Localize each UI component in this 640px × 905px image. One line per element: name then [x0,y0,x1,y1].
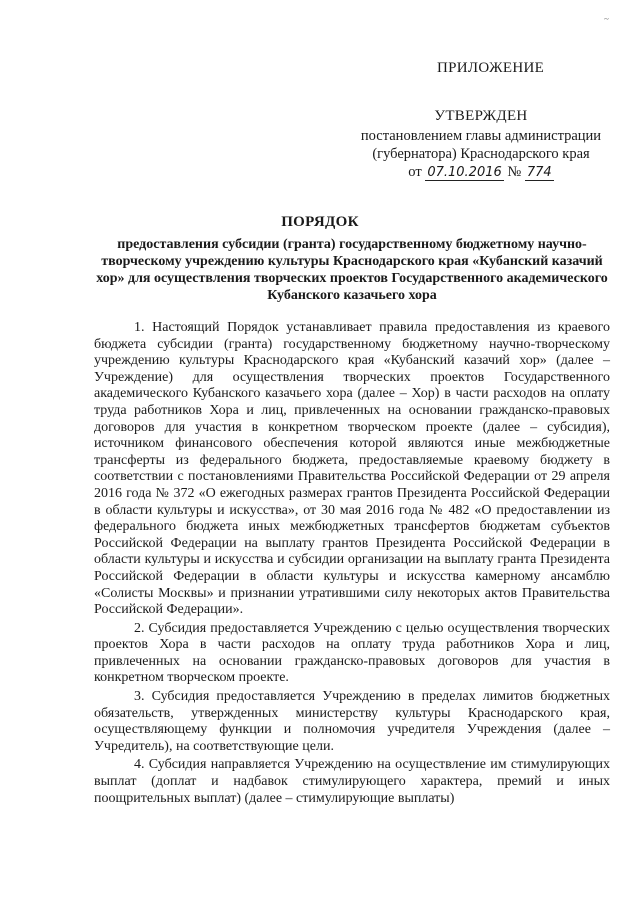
approved-line-1: постановлением главы администрации [360,128,602,144]
number-value: 774 [526,165,552,180]
approval-date-number [356,163,606,181]
document-body [94,320,610,809]
paragraph-3: 3. Субсидия предоставляется Учреждению в пределах лимитов бюджетных обязательств, утвержденных министерству культуры Краснодарского края, осуществляющему функции и полномочия учредителя Учреждения (далее – Учредитель), на соответствующие цели. [94,689,610,754]
paragraph-1: 1. Настоящий Порядок устанавливает правила предоставления из краевого бюджета субсидии (гранта) государственному бюджетному научно-творческому учреждению культуры Краснодарского края «Кубанский казачий хор» (далее – Учреждение) для осуществления творческих проектов Государственного академического Кубанского казачьего хора (далее – Хор) в части расходов на оплату труда работников Хора и лиц, привлеченных на основании гражданско-правовых договоров для участия в конкретном творческом проекте (далее – субсидия), источником финансового обеспечения которой являются иные межбюджетные трансферты из федерального бюджета, предоставляемые краевому бюджету в соответствии с постановлениями Правительства Российской Федерации от 29 апреля 2016 года № 372 «О ежегодных размерах грантов Президента Российской Федерации в области культуры и искусства», от 30 мая 2016 года № 482 «О предоставлении из федерального бюджета иных межбюджетных трансфертов бюджетам субъектов Российской Федерации на выплату грантов Президента Российской Федерации в области культуры и искусства и субсидии организации на выплату гранта Президента Российской Федерации в области культуры и искусства камерному ансамблю «Солисты Москвы» и признании утратившими силу некоторых актов Правительства Российской Федерации». [94,320,610,618]
date-value: 07.10.2016 [427,165,502,180]
approved-heading: УТВЕРЖДЕН [434,108,528,124]
approval-block [356,107,606,181]
paragraph-4: 4. Субсидия направляется Учреждению на осуществление им стимулирующих выплат (доплат и надбавок стимулирующего характера, премий и иных поощрительных выплат) (далее – стимулирующие выплаты) [94,757,610,806]
date-prefix: от [408,164,422,180]
document-subtitle: предоставления субсидии (гранта) государственному бюджетному научно-творческому учреждению культуры Краснодарского края «Кубанский казачий хор» для осуществления творческих проектов Государственного академического Кубанского казачьего хора [96,237,608,303]
approved-line-2: (губернатора) Краснодарского края [372,146,590,162]
corner-mark: ~ [604,14,609,24]
number-prefix: № [507,164,522,180]
document-title: ПОРЯДОК [281,214,359,230]
appendix-label: ПРИЛОЖЕНИЕ [437,60,545,76]
paragraph-2: 2. Субсидия предоставляется Учреждению с целью осуществления творческих проектов Хора в части расходов на оплату труда работников Хора и лиц, привлеченных на основании гражданско-правовых договоров для участия в конкретном творческом проекте. [94,620,610,686]
